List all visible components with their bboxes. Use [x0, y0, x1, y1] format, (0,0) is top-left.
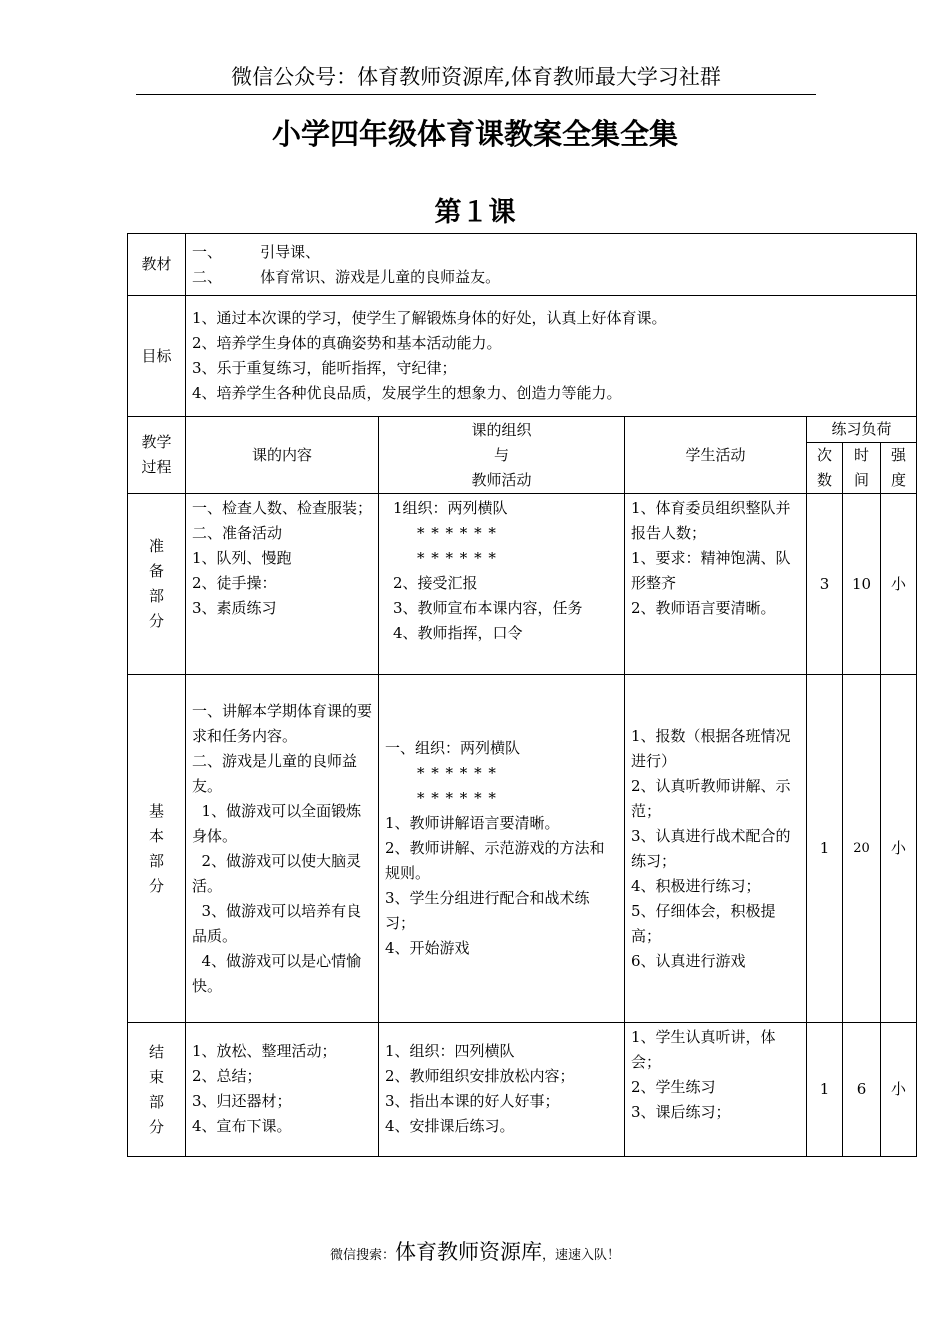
section-name-char: 部 [148, 1092, 164, 1111]
goal-line: 2、培养学生身体的真确姿势和基本活动能力。 [192, 334, 502, 352]
student-line: 1、体育委员组织整队并报告人数； [631, 499, 791, 542]
org-line: 1、教师讲解语言要清晰。 [385, 814, 560, 832]
content-line: 一、讲解本学期体育课的要求和任务内容。 [192, 701, 373, 745]
time-header [843, 443, 881, 494]
section-intensity: 小 [881, 675, 917, 1023]
section-name-char: 分 [148, 1117, 164, 1136]
material-content [186, 234, 917, 296]
section-name-char: 基 [148, 801, 164, 820]
student-line: 6、认真进行游戏 [631, 951, 746, 970]
org-line: 一、组织：两列横队 [385, 739, 521, 757]
time-header-line: 时 [853, 446, 869, 464]
lesson-title: 第１课 [434, 197, 516, 228]
student-header: 学生活动 [625, 417, 807, 494]
student-line: 1、要求：精神饱满、队形整齐 [631, 549, 791, 592]
student-line: 1、学生认真听讲，体会； [631, 1028, 776, 1071]
material-line: 一、 引导课、 [192, 242, 321, 261]
org-line: 3、教师宣布本课内容，任务 [393, 599, 583, 617]
material-label: 教材 [128, 234, 186, 296]
section-intensity: 小 [881, 1023, 917, 1157]
formation-stars: * * * * * * [417, 764, 497, 782]
content-line: 2、总结； [192, 1067, 262, 1085]
content-line: 1、做游戏可以全面锻炼身体。 [192, 801, 362, 845]
header-row [128, 417, 917, 443]
content-line: 3、素质练习 [192, 599, 277, 617]
count-header [807, 443, 843, 494]
org-line: 4、开始游戏 [385, 939, 470, 957]
content-line: 2、做游戏可以使大脑灵活。 [192, 851, 362, 895]
footer-suffix: ，速速入队！ [542, 1248, 621, 1263]
student-line: 2、教师语言要清晰。 [631, 599, 776, 617]
section-name [128, 675, 186, 1023]
org-line: 2、接受汇报 [393, 574, 478, 592]
section-name-char: 分 [148, 876, 164, 895]
section-time: 6 [843, 1023, 881, 1157]
goal-line: 1、通过本次课的学习，使学生了解锻炼身体的好处，认真上好体育课。 [192, 309, 667, 327]
section-name-char: 准 [148, 537, 164, 555]
section-content [186, 675, 379, 1023]
section-student [625, 1023, 807, 1157]
content-line: 3、归还器材； [192, 1092, 292, 1110]
intensity-header-line: 强 [891, 446, 907, 464]
section-row-main [128, 675, 917, 1023]
org-line: 2、教师讲解、示范游戏的方法和规则。 [385, 839, 605, 882]
section-time: 20 [843, 675, 881, 1023]
student-line: 1、报数（根据各班情况进行） [631, 726, 791, 770]
section-intensity: 小 [881, 494, 917, 675]
section-org [379, 675, 625, 1023]
student-line: 2、学生练习 [631, 1078, 716, 1096]
process-header-line: 教学 [141, 433, 172, 451]
org-line: 2、教师组织安排放松内容； [385, 1067, 575, 1085]
section-count: 1 [807, 1023, 843, 1157]
count-header-line: 次 [816, 446, 832, 464]
goal-line: 3、乐于重复练习，能听指挥，守纪律； [192, 359, 457, 377]
content-line: 3、做游戏可以培养有良品质。 [192, 901, 362, 945]
section-row-preparation [128, 494, 917, 675]
section-student [625, 494, 807, 675]
org-header-line: 教师活动 [471, 470, 532, 489]
footer [0, 1236, 950, 1266]
section-org [379, 494, 625, 675]
student-line: 5、仔细体会，积极提高； [631, 901, 776, 945]
material-line: 二、 体育常识、游戏是儿童的良师益友。 [192, 267, 501, 286]
load-header: 练习负荷 [807, 417, 917, 443]
org-header-line: 与 [493, 445, 509, 464]
formation-stars: * * * * * * [417, 549, 497, 567]
org-line: 1组织：两列横队 [393, 499, 508, 517]
goals-row [128, 296, 917, 417]
footer-prefix: 微信搜索： [329, 1248, 395, 1263]
org-header-line: 课的组织 [471, 420, 532, 439]
section-content [186, 1023, 379, 1157]
content-line: 2、徒手操： [192, 574, 277, 592]
content-line: 4、宣布下课。 [192, 1117, 292, 1135]
section-name-char: 部 [148, 587, 164, 605]
process-header [128, 417, 186, 494]
section-name-char: 部 [148, 851, 164, 870]
content-header: 课的内容 [186, 417, 379, 494]
section-content [186, 494, 379, 675]
org-line: 3、学生分组进行配合和战术练习； [385, 889, 590, 932]
student-line: 3、认真进行战术配合的练习； [631, 826, 791, 870]
org-line: 3、指出本课的好人好事； [385, 1092, 560, 1110]
org-line: 4、教师指挥，口令 [393, 624, 523, 642]
content-line: 4、做游戏可以是心情愉快。 [192, 951, 362, 995]
goals-content [186, 296, 917, 417]
content-line: 二、准备活动 [192, 524, 283, 542]
content-line: 一、检查人数、检查服装； [192, 499, 373, 517]
formation-stars: * * * * * * [417, 789, 497, 807]
org-header [379, 417, 625, 494]
count-header-line: 数 [816, 471, 832, 489]
lesson-plan-table [127, 233, 917, 1157]
section-name-char: 备 [148, 562, 164, 580]
student-line: 3、课后练习； [631, 1103, 731, 1121]
section-org [379, 1023, 625, 1157]
process-header-line: 过程 [141, 458, 172, 476]
footer-name: 体育教师资源库 [395, 1240, 542, 1264]
org-line: 1、组织：四列横队 [385, 1042, 515, 1060]
section-time: 10 [843, 494, 881, 675]
intensity-header-line: 度 [891, 471, 907, 489]
section-name-char: 本 [148, 826, 164, 845]
section-name-char: 结 [148, 1042, 164, 1061]
formation-stars: * * * * * * [417, 524, 497, 542]
org-line: 4、安排课后练习。 [385, 1117, 515, 1135]
section-name [128, 1023, 186, 1157]
section-name [128, 494, 186, 675]
section-student [625, 675, 807, 1023]
goals-label: 目标 [128, 296, 186, 417]
section-row-closing [128, 1023, 917, 1157]
section-name-char: 束 [148, 1067, 164, 1086]
header-text: 微信公众号：体育教师资源库,体育教师最大学习社群 [136, 62, 816, 95]
student-line: 4、积极进行练习； [631, 876, 761, 895]
goal-line: 4、培养学生各种优良品质，发展学生的想象力、创造力等能力。 [192, 384, 622, 402]
student-line: 2、认真听教师讲解、示范； [631, 776, 791, 820]
content-line: 1、放松、整理活动； [192, 1042, 337, 1060]
time-header-line: 间 [853, 471, 869, 489]
section-count: 1 [807, 675, 843, 1023]
material-row [128, 234, 917, 296]
content-line: 1、队列、慢跑 [192, 549, 292, 567]
document-title: 小学四年级体育课教案全集全集 [271, 117, 678, 151]
section-count: 3 [807, 494, 843, 675]
section-name-char: 分 [148, 612, 164, 630]
intensity-header [881, 443, 917, 494]
content-line: 二、游戏是儿童的良师益友。 [192, 751, 358, 795]
